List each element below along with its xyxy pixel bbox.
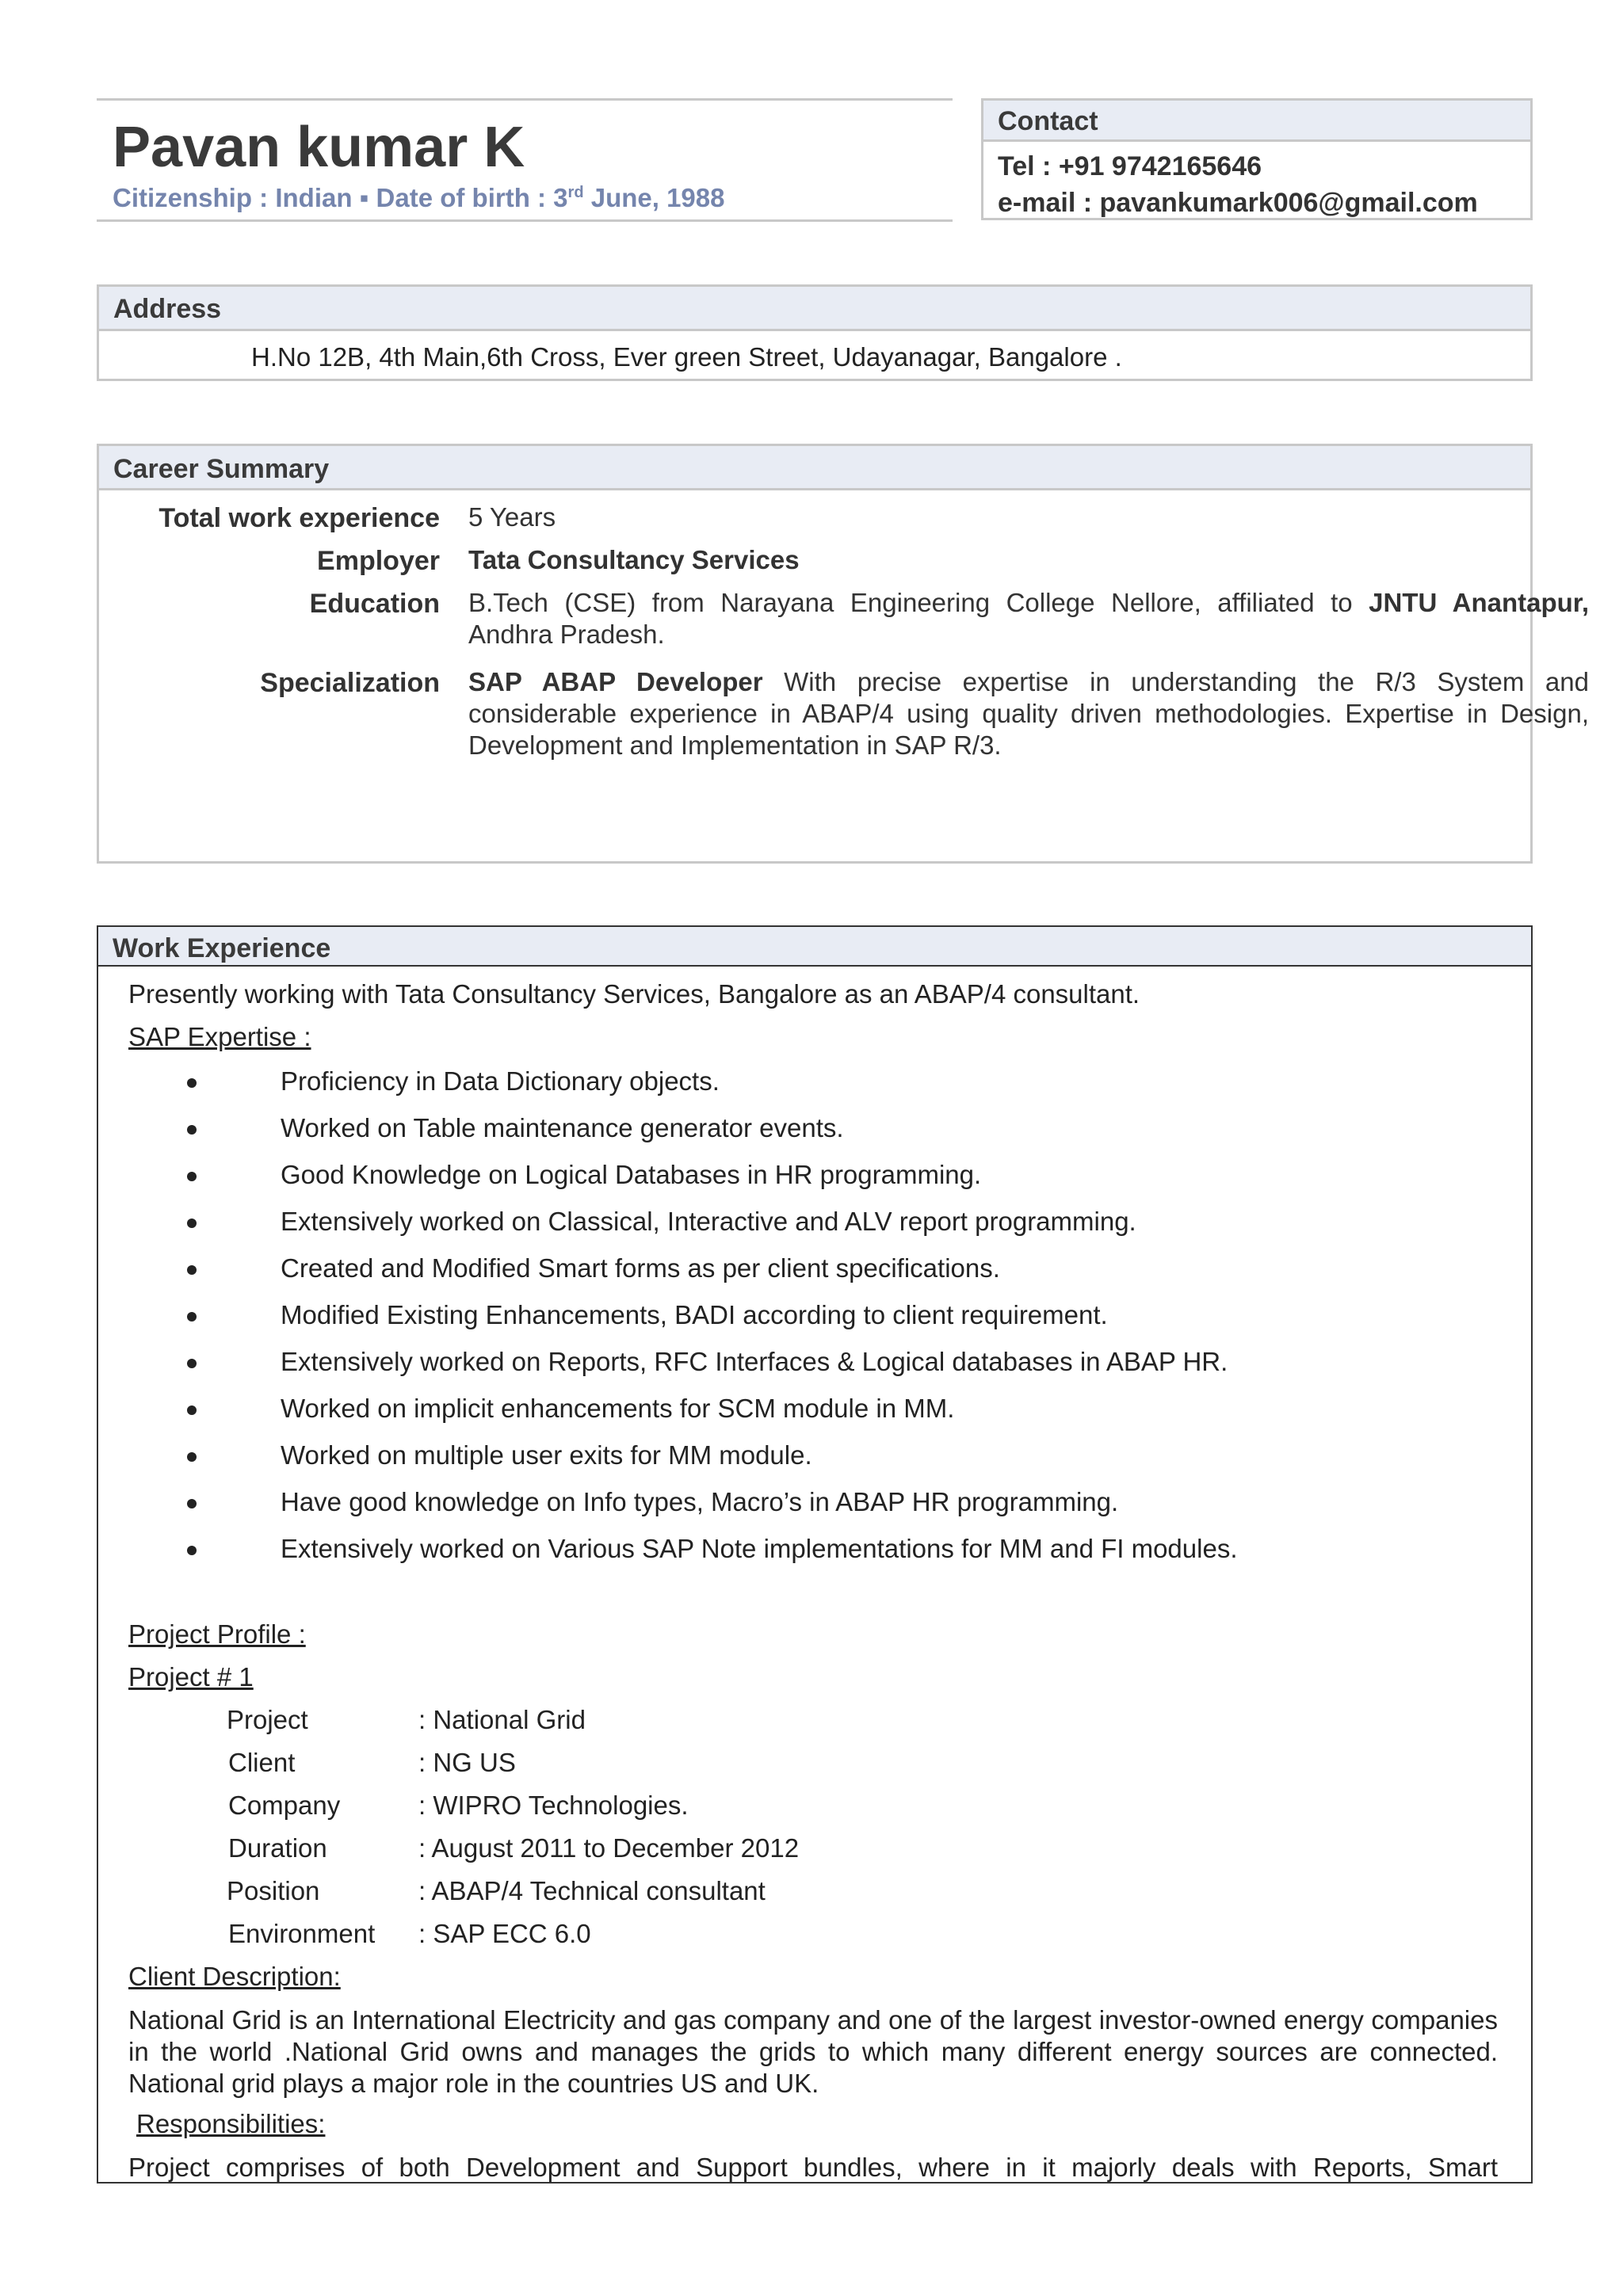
education-university: JNTU Anantapur, xyxy=(1369,588,1589,617)
contact-heading: Contact xyxy=(983,101,1530,142)
work-experience-box xyxy=(97,925,1533,2183)
expertise-item xyxy=(187,1160,981,1190)
expertise-item xyxy=(187,1207,1136,1237)
education-label: Education xyxy=(309,589,440,619)
bullet-icon xyxy=(187,1172,197,1181)
work-intro: Presently working with Tata Consultancy Services, Bangalore as an ABAP/4 consultant. xyxy=(128,979,1140,1009)
contact-tel: Tel : +91 9742165646 xyxy=(998,151,1262,181)
experience-label: Total work experience xyxy=(158,503,440,533)
project-number-heading: Project # 1 xyxy=(128,1662,254,1691)
project-value: : WIPRO Technologies. xyxy=(418,1791,689,1820)
specialization-text: With precise expertise in understanding the R/3 System and considerable experience in ABAP/4 using quality driven methodologies. Expertise in Design, Development and Implementation in SAP R/3. xyxy=(468,667,1589,760)
bullet-icon xyxy=(187,1219,197,1228)
project-key: Company xyxy=(228,1791,341,1820)
education-value xyxy=(468,587,1589,650)
citizenship-dob xyxy=(113,183,725,213)
client-description-heading: Client Description: xyxy=(128,1962,341,1991)
responsibilities-heading: Responsibilities: xyxy=(136,2109,326,2138)
bullet-icon xyxy=(187,1452,197,1462)
specialization-title: SAP ABAP Developer xyxy=(468,667,763,696)
expertise-text: Modified Existing Enhancements, BADI according to client requirement. xyxy=(281,1300,1108,1329)
name-block xyxy=(97,98,953,222)
expertise-text: Have good knowledge on Info types, Macro’s in ABAP HR programming. xyxy=(281,1487,1119,1516)
dob-suffix: rd xyxy=(567,184,584,201)
employer-label: Employer xyxy=(317,546,440,576)
bullet-icon xyxy=(187,1078,197,1088)
education-pre: B.Tech (CSE) from Narayana Engineering College Nellore, affiliated to xyxy=(468,588,1369,617)
employer-value: Tata Consultancy Services xyxy=(468,545,800,574)
bullet-icon xyxy=(187,1312,197,1322)
specialization-label: Specialization xyxy=(260,668,440,698)
expertise-item xyxy=(187,1487,1118,1517)
project-profile-heading: Project Profile : xyxy=(128,1619,306,1649)
expertise-item xyxy=(187,1300,1108,1330)
expertise-item xyxy=(187,1113,844,1143)
client-description-text: National Grid is an International Electricity and gas company and one of the largest investor-owned energy companies in the world .National Grid owns and manages the grids to which many different energy sources are connected. National grid plays a major role in the countries US and UK. xyxy=(128,2005,1498,2098)
project-key: Duration xyxy=(228,1833,327,1863)
project-value: : August 2011 to December 2012 xyxy=(418,1833,800,1863)
project-key: Project xyxy=(227,1705,308,1734)
project-key: Environment xyxy=(228,1919,376,1948)
bullet-icon xyxy=(187,1405,197,1415)
bullet-icon xyxy=(187,1265,197,1275)
expertise-text: Proficiency in Data Dictionary objects. xyxy=(281,1066,720,1096)
specialization-value xyxy=(468,666,1589,761)
career-summary-heading: Career Summary xyxy=(99,446,1530,490)
address-box xyxy=(97,284,1533,381)
expertise-text: Extensively worked on Reports, RFC Interfaces & Logical databases in ABAP HR. xyxy=(281,1347,1228,1376)
sap-expertise-heading: SAP Expertise : xyxy=(128,1022,311,1051)
project-value: : NG US xyxy=(418,1748,516,1777)
project-value: : National Grid xyxy=(418,1705,586,1734)
expertise-text: Created and Modified Smart forms as per client specifications. xyxy=(281,1253,1000,1283)
project-value: : ABAP/4 Technical consultant xyxy=(418,1876,766,1905)
citizenship-text: Citizenship : Indian ▪ Date of birth : 3 xyxy=(113,183,568,212)
experience-value: 5 Years xyxy=(468,502,556,532)
project-value: : SAP ECC 6.0 xyxy=(418,1919,591,1948)
bullet-icon xyxy=(187,1125,197,1135)
expertise-text: Worked on implicit enhancements for SCM module in MM. xyxy=(281,1394,955,1423)
address-text: H.No 12B, 4th Main,6th Cross, Ever green Street, Udayanagar, Bangalore . xyxy=(251,342,1122,372)
career-summary-box xyxy=(97,444,1589,864)
work-experience-heading: Work Experience xyxy=(98,927,1531,967)
bullet-icon xyxy=(187,1499,197,1508)
responsibilities-text: Project comprises of both Development and Support bundles, where in it majorly deals with Reports, Smart xyxy=(128,2153,1498,2182)
expertise-item xyxy=(187,1347,1228,1377)
expertise-text: Worked on multiple user exits for MM module. xyxy=(281,1440,812,1470)
expertise-item xyxy=(187,1534,1237,1564)
bullet-icon xyxy=(187,1359,197,1368)
address-heading: Address xyxy=(99,287,1530,331)
bullet-icon xyxy=(187,1546,197,1555)
contact-box xyxy=(981,98,1533,220)
contact-email: e-mail : pavankumark006@gmail.com xyxy=(998,188,1478,218)
candidate-name: Pavan kumar K xyxy=(113,116,525,179)
expertise-item xyxy=(187,1394,954,1424)
expertise-text: Worked on Table maintenance generator events. xyxy=(281,1113,844,1142)
expertise-text: Extensively worked on Various SAP Note implementations for MM and FI modules. xyxy=(281,1534,1238,1563)
project-key: Client xyxy=(228,1748,296,1777)
expertise-item xyxy=(187,1253,1000,1283)
expertise-text: Good Knowledge on Logical Databases in HR programming. xyxy=(281,1160,982,1189)
expertise-text: Extensively worked on Classical, Interactive and ALV report programming. xyxy=(281,1207,1136,1236)
project-key: Position xyxy=(227,1876,320,1905)
dob-rest: June, 1988 xyxy=(583,183,725,212)
education-post: Andhra Pradesh. xyxy=(468,620,665,649)
expertise-item xyxy=(187,1066,720,1097)
expertise-item xyxy=(187,1440,812,1470)
